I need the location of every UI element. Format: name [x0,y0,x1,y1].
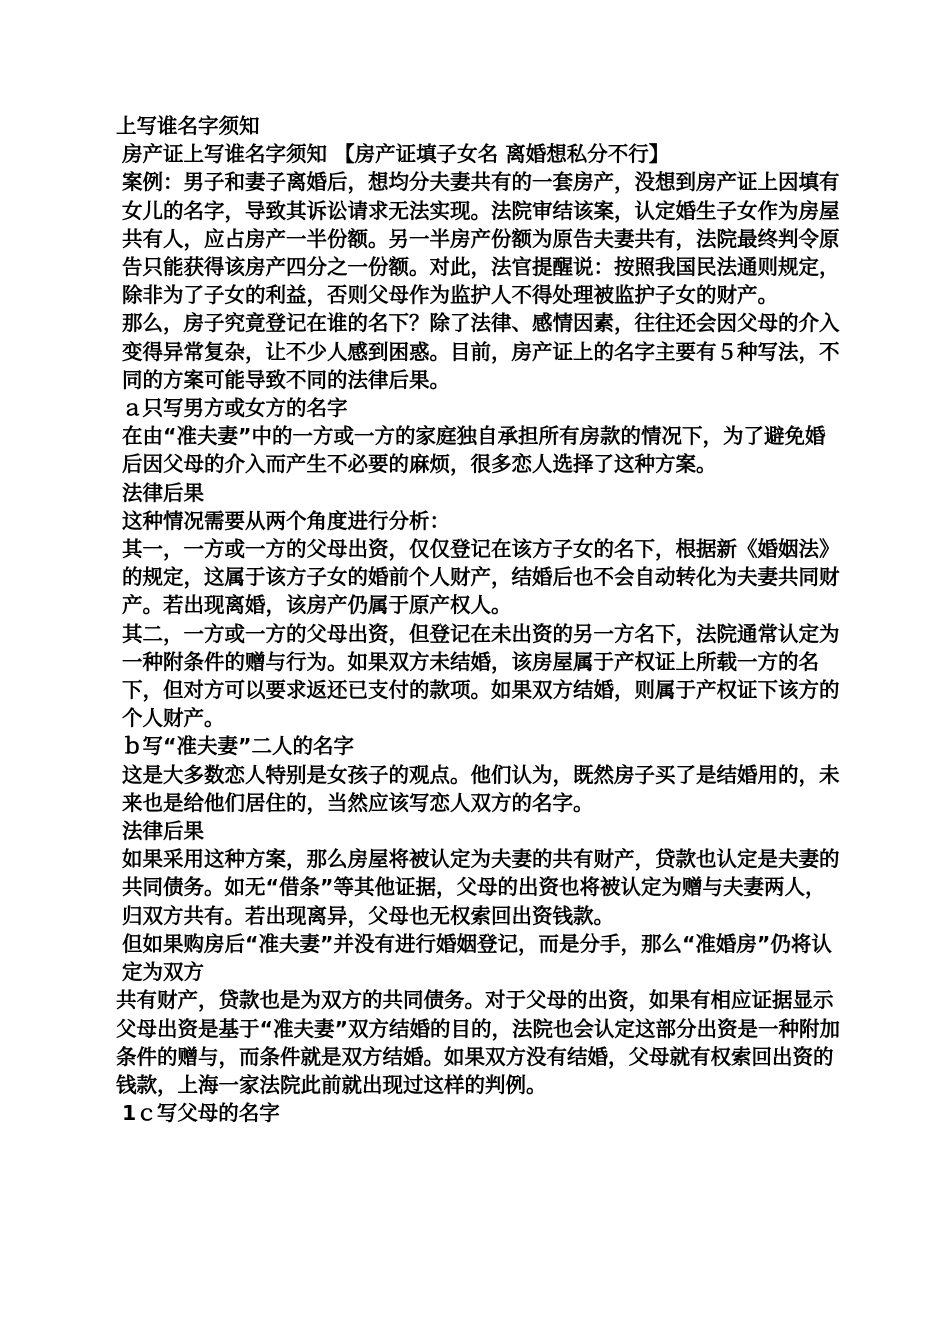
paragraph: 1ｃ写父母的名字 [122,1101,280,1126]
paragraph: 在由“准夫妻”中的一方或一方的家庭独自承担所有房款的情况下，为了避免婚后因父母的介入而产生不必要的麻烦，很多恋人选择了这种方案。 [122,424,826,477]
paragraph: 其二，一方或一方的父母出资，但登记在未出资的另一方名下，法院通常认定为一种附条件的赠与行为。如果双方未结婚，该房屋属于产权证上所载一方的名下，但对方可以要求返还已支付的款项。如果双方结婚，则属于产权证下该方的个人财产。 [122,621,840,731]
paragraph: 但如果购房后“准夫妻”并没有进行婚姻登记，而是分手，那么“准婚房”仍将认定为双方 [122,931,832,985]
paragraph: ｂ写“准夫妻”二人的名字 [122,734,354,759]
paragraph: 房产证上写谁名字须知 【房产证填子女名 离婚想私分不行】 [122,142,670,167]
document-page [116,112,840,1127]
paragraph: 如果采用这种方案，那么房屋将被认定为夫妻的共有财产，贷款也认定是夫妻的共同债务。如无“借条”等其他证据，父母的出资也将被认定为赠与夫妻两人，归双方共有。若出现离异，父母也无权索回出资钱款。 [122,847,840,928]
paragraph: 这种情况需要从两个角度进行分析： [122,508,450,533]
paragraph: 法律后果 [122,819,204,844]
paragraph: ａ只写男方或女方的名字 [122,396,348,421]
paragraph: 其一，一方或一方的父母出资，仅仅登记在该方子女的名下，根据新《婚姻法》的规定，这属于该方子女的婚前个人财产，结婚后也不会自动转化为夫妻共同财产。若出现离婚，该房产仍属于原产权人。 [122,537,840,618]
paragraph: 法律后果 [122,480,204,505]
paragraph: 那么，房子究竟登记在谁的名下？除了法律、感情因素，往往还会因父母的介入变得异常复杂，让不少人感到困惑。目前，房产证上的名字主要有５种写法，不同的方案可能导致不同的法律后果。 [122,311,840,392]
document-title: 上写谁名字须知 [116,114,260,138]
paragraph: 这是大多数恋人特别是女孩子的观点。他们认为，既然房子买了是结婚用的，未来也是给他们居住的，当然应该写恋人双方的名字。 [122,762,840,815]
paragraph: 共有财产，贷款也是为双方的共同债务。对于父母的出资，如果有相应证据显示父母出资是基于“准夫妻”双方结婚的目的，法院也会认定这部分出资是一种附加条件的赠与，而条件就是双方结婚。如果双方没有结婚，父母就有权索回出资的钱款，上海一家法院此前就出现过这样的判例。 [116,988,840,1097]
paragraph: 案例：男子和妻子离婚后，想均分夫妻共有的一套房产，没想到房产证上因填有女儿的名字，导致其诉讼请求无法实现。法院审结该案，认定婚生子女作为房屋共有人，应占房产一半份额。另一半房产份额为原告夫妻共有，法院最终判令原告只能获得该房产四分之一份额。对此，法官提醒说：按照我国民法通则规定，除非为了子女的利益，否则父母作为监护人不得处理被监护子女的财产。 [122,170,840,308]
document-body [116,140,840,1127]
